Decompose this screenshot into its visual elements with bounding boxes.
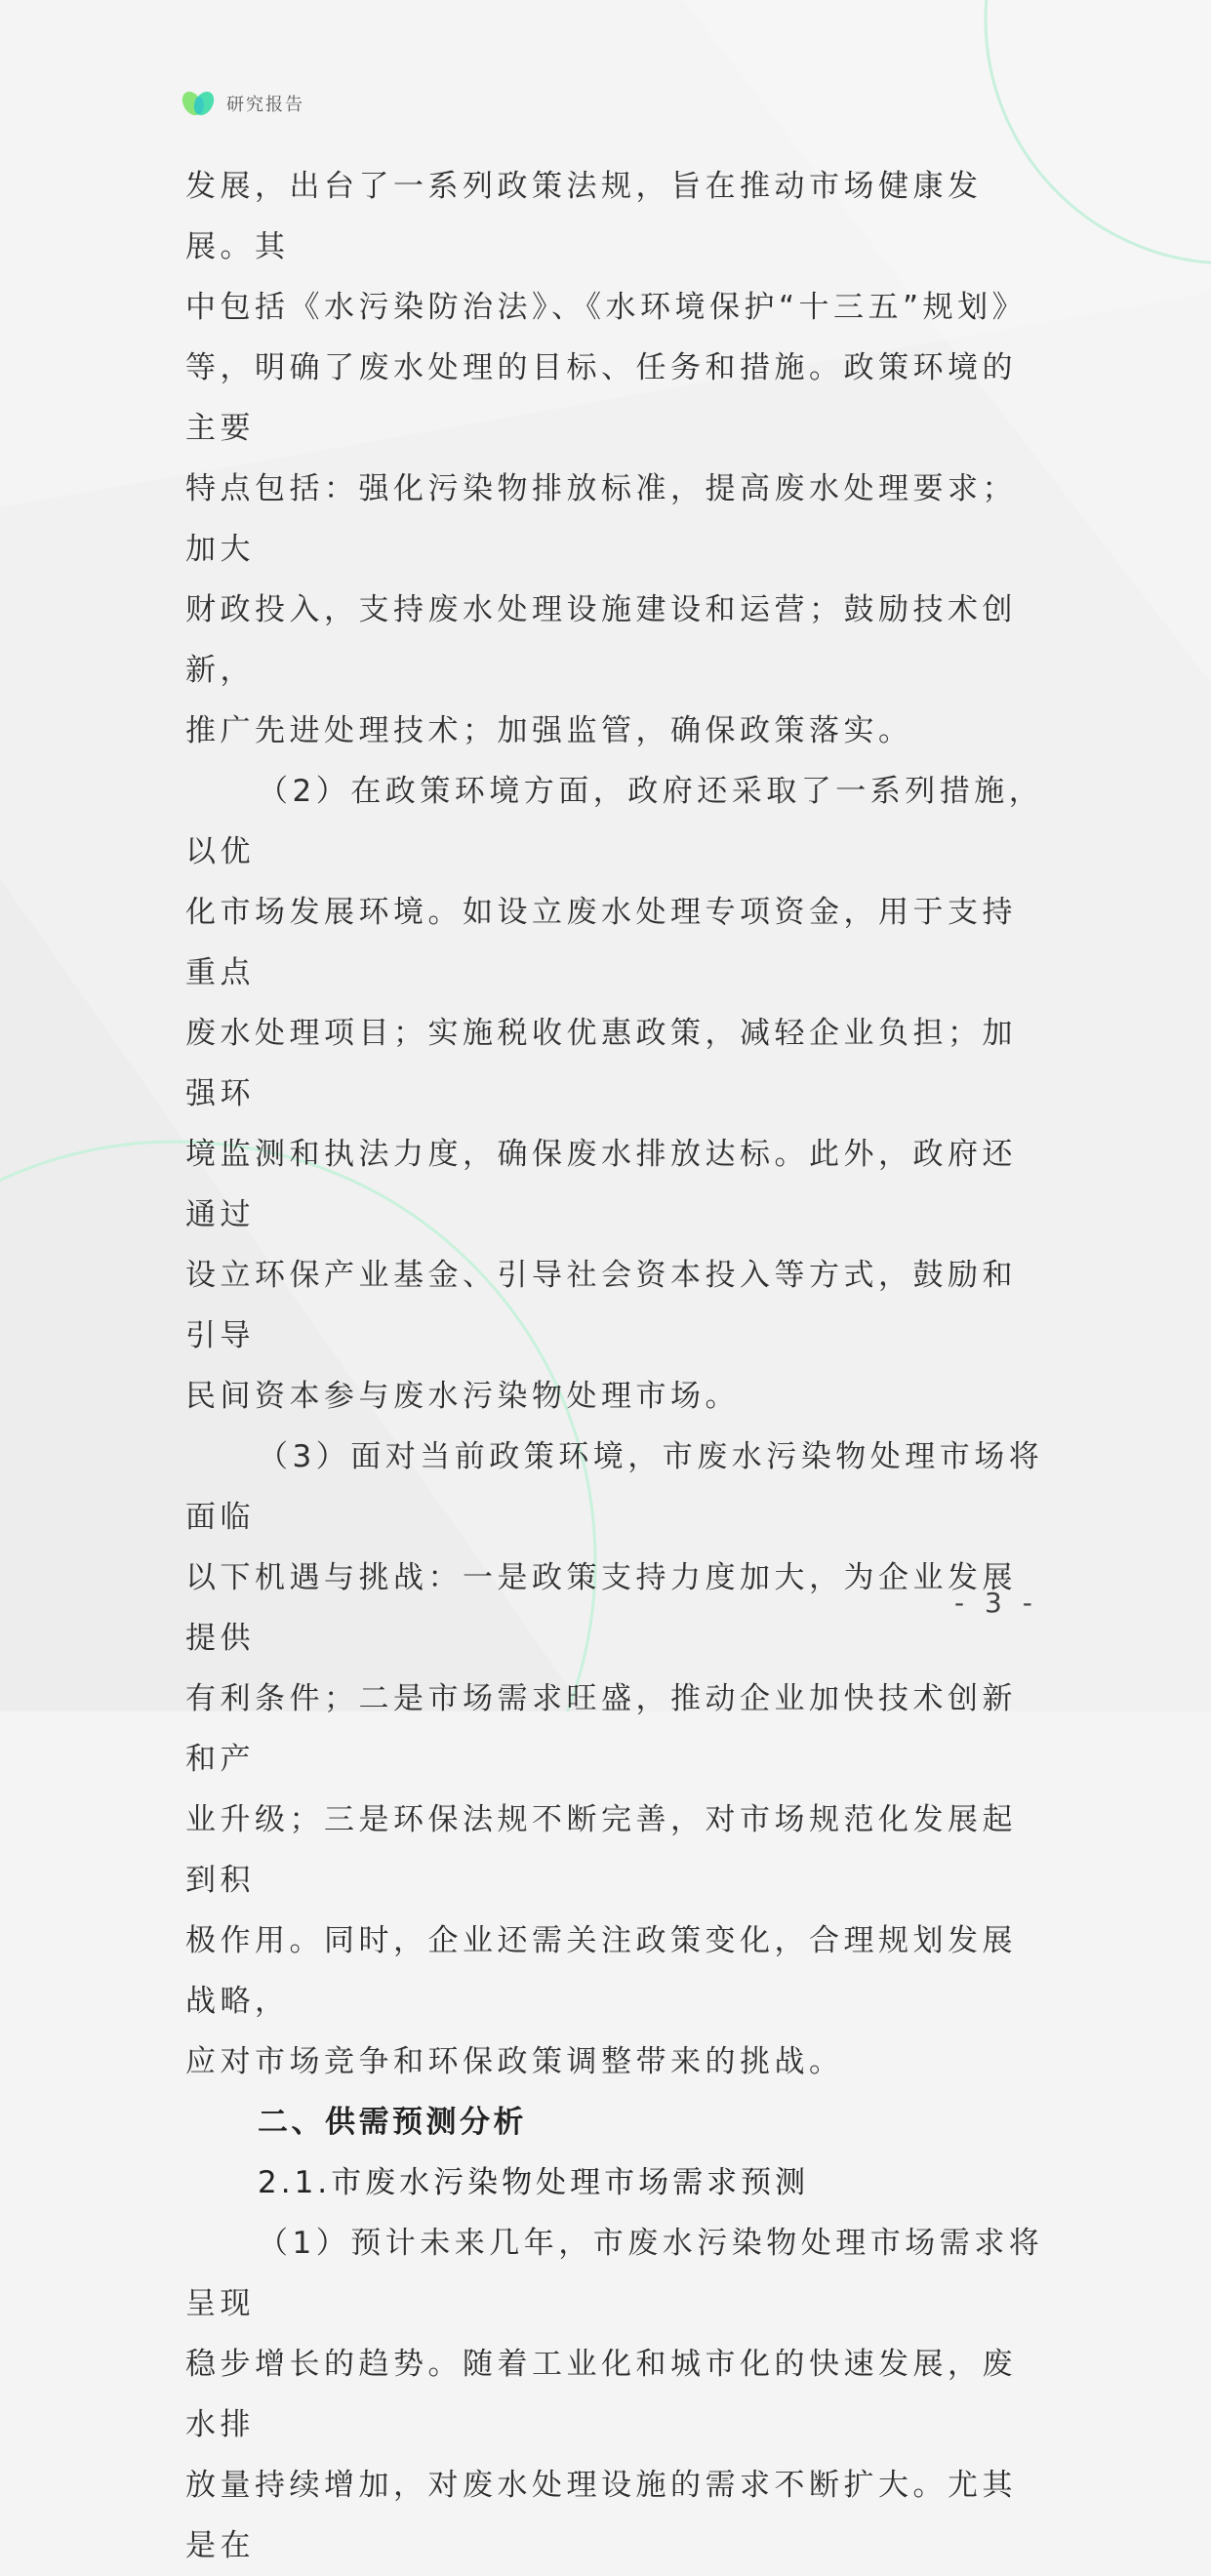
text-line: 民间资本参与废水污染物处理市场。 <box>185 1379 740 1414</box>
text-line: 中包括《水污染防治法》、《水环境保护“十三五”规划》 <box>185 290 1028 325</box>
text-line: 废水处理项目；实施税收优惠政策，减轻企业负担；加强环 <box>185 1016 1017 1111</box>
brand-logo-icon <box>182 88 217 119</box>
page-number: - 3 - <box>954 1587 1038 1619</box>
text-line: 设立环保产业基金、引导社会资本投入等方式，鼓励和引导 <box>185 1258 1017 1353</box>
text-line: （2）在政策环境方面，政府还采取了一系列措施，以优 <box>185 774 1044 869</box>
paragraph-policy-overview <box>185 156 1044 761</box>
paragraph-opportunities-challenges <box>185 1427 1044 2092</box>
text-line: 有利条件；二是市场需求旺盛，推动企业加快技术创新和产 <box>185 1681 1017 1777</box>
text-line: （1）预计未来几年，市废水污染物处理市场需求将呈现 <box>185 2226 1044 2321</box>
text-line: 化市场发展环境。如设立废水处理专项资金，用于支持重点 <box>185 895 1017 990</box>
report-header <box>182 86 304 121</box>
text-line: 特点包括：强化污染物排放标准，提高废水处理要求；加大 <box>185 471 1017 567</box>
paragraph-policy-measures <box>185 761 1044 1427</box>
text-line: 业升级；三是环保法规不断完善，对市场规范化发展起到积 <box>185 1802 1017 1898</box>
text-line: 放量持续增加，对废水处理设施的需求不断扩大。尤其是在 <box>185 2468 1017 2563</box>
text-line: 推广先进处理技术；加强监管，确保政策落实。 <box>185 713 913 748</box>
text-line: 财政投入，支持废水处理设施建设和运营；鼓励技术创新， <box>185 592 1017 688</box>
text-line: 应对市场竞争和环保政策调整带来的挑战。 <box>185 2044 844 2079</box>
text-line: 境监测和执法力度，确保废水排放达标。此外，政府还通过 <box>185 1137 1017 1232</box>
subsection-heading: 2.1.市废水污染物处理市场需求预测 <box>258 2165 810 2200</box>
paragraph-demand-forecast <box>185 2213 1044 2576</box>
section-heading: 二、供需预测分析 <box>258 2105 527 2140</box>
text-line: 以下机遇与挑战：一是政策支持力度加大，为企业发展提供 <box>185 1560 1017 1656</box>
text-line: 等，明确了废水处理的目标、任务和措施。政策环境的主要 <box>185 350 1017 446</box>
document-body <box>185 156 1044 2576</box>
text-line: （3）面对当前政策环境，市废水污染物处理市场将面临 <box>185 1439 1044 1535</box>
text-line: 极作用。同时，企业还需关注政策变化，合理规划发展战略， <box>185 1923 1017 2019</box>
header-title: 研究报告 <box>226 95 304 115</box>
text-line: 发展，出台了一系列政策法规，旨在推动市场健康发展。其 <box>185 169 983 264</box>
text-line: 稳步增长的趋势。随着工业化和城市化的快速发展，废水排 <box>185 2347 1017 2442</box>
